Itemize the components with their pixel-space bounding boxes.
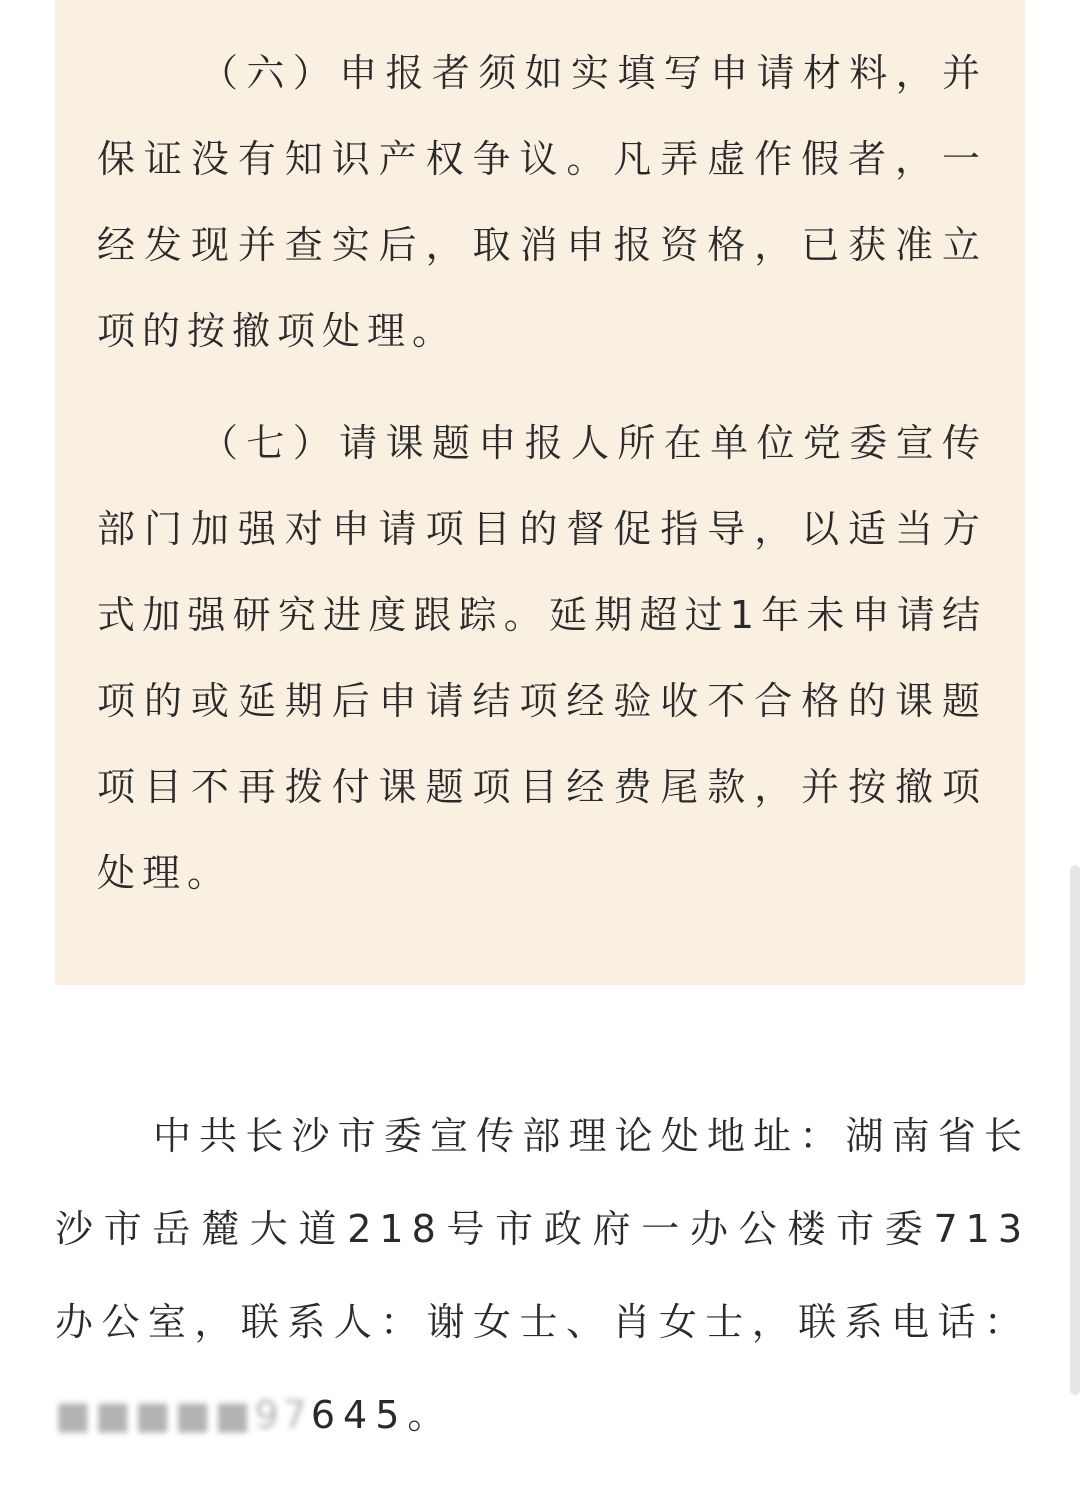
contact-text: 中共长沙市委宣传部理论处地址：湖南省长沙市岳麓大道218号市政府一办公楼市委713办公室，联系人：谢女士、肖女士，联系电话： xyxy=(55,1114,1030,1344)
phone-end-mark: 。 xyxy=(407,1393,454,1437)
notice-item-6: （六）申报者须如实填写申请材料，并保证没有知识产权争议。凡弄虚作假者，一经发现并查实后，取消申报资格，已获准立项的按撤项处理。 xyxy=(97,51,987,353)
scrollbar[interactable] xyxy=(1070,865,1080,1395)
notice-item-7: （七）请课题申报人所在单位党委宣传部门加强对申请项目的督促指导，以适当方式加强研究进度跟踪。延期超过1年未申请结项的或延期后申请结项经验收不合格的课题项目不再拨付课题项目经费尾款，并按撤项处理。 xyxy=(97,421,987,895)
contact-info xyxy=(55,1090,1030,1462)
phone-visible-suffix: 645 xyxy=(310,1393,408,1437)
phone-number-redacted: ■■■■■97 xyxy=(55,1393,311,1437)
